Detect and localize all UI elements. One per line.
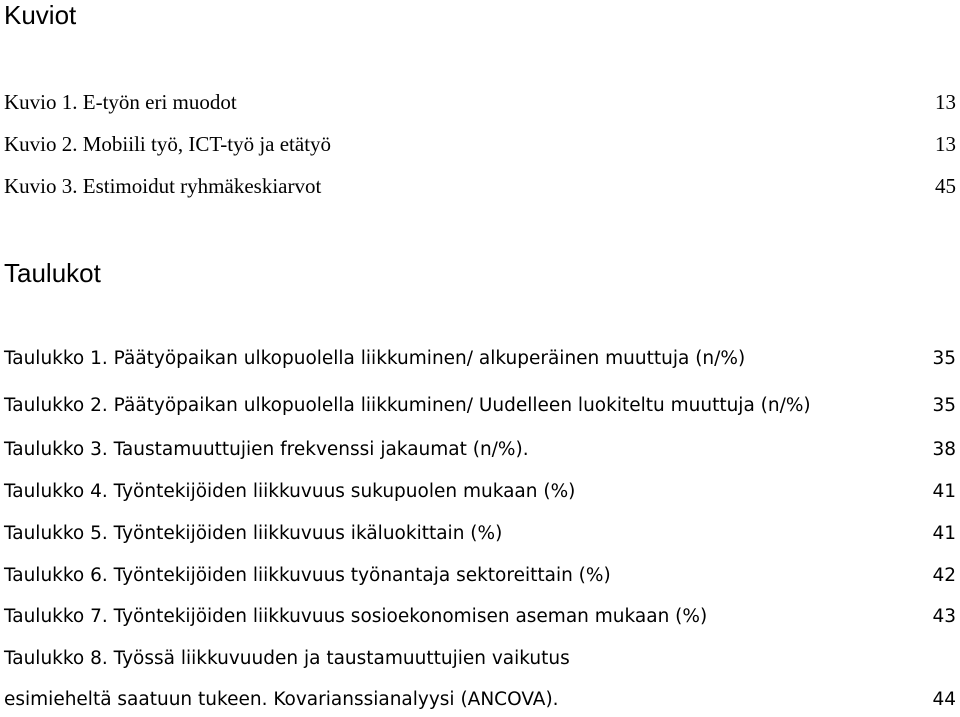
table-entry-6	[4, 562, 956, 590]
figures-heading: Kuviot	[4, 0, 77, 30]
table-entry-page: 44	[932, 689, 956, 710]
figure-entry-page: 13	[935, 90, 956, 114]
figure-entry-page: 45	[935, 174, 956, 198]
table-entry-label: esimieheltä saatuun tukeen. Kovarianssianalyysi (ANCOVA).	[4, 689, 559, 710]
table-entry-page: 41	[932, 523, 956, 544]
table-entry-label: Taulukko 1. Päätyöpaikan ulkopuolella liikkuminen/ alkuperäinen muuttuja (n/%)	[4, 348, 746, 369]
table-entry-label: Taulukko 2. Päätyöpaikan ulkopuolella liikkuminen/ Uudelleen luokiteltu muuttuja (n/%)	[4, 395, 811, 416]
table-entry-label: Taulukko 8. Työssä liikkuvuuden ja taustamuuttujien vaikutus	[4, 648, 570, 669]
table-entry-5	[4, 520, 956, 548]
table-entry-8	[4, 645, 956, 673]
figure-entry-label: Kuvio 2. Mobiili työ, ICT-työ ja etätyö	[4, 132, 332, 156]
table-entry-label: Taulukko 5. Työntekijöiden liikkuvuus ikäluokittain (%)	[4, 523, 503, 544]
table-entry-page: 35	[932, 395, 956, 416]
table-entry-label: Taulukko 4. Työntekijöiden liikkuvuus sukupuolen mukaan (%)	[4, 481, 576, 502]
table-entry-page: 41	[932, 481, 956, 502]
table-entry-page: 38	[932, 439, 956, 460]
figure-entry-3	[4, 172, 956, 200]
table-entry-1	[4, 345, 956, 373]
table-entry-8-continued	[4, 686, 956, 714]
figure-entry-2	[4, 130, 956, 158]
table-entry-3	[4, 436, 956, 464]
table-entry-2	[4, 392, 956, 420]
tables-heading: Taulukot	[4, 258, 101, 288]
figure-entry-page: 13	[935, 132, 956, 156]
table-entry-page: 43	[932, 606, 956, 627]
table-entry-label: Taulukko 7. Työntekijöiden liikkuvuus sosioekonomisen aseman mukaan (%)	[4, 606, 708, 627]
table-entry-label: Taulukko 3. Taustamuuttujien frekvenssi jakaumat (n/%).	[4, 439, 529, 460]
table-entry-label: Taulukko 6. Työntekijöiden liikkuvuus työnantaja sektoreittain (%)	[4, 565, 611, 586]
figure-entry-label: Kuvio 1. E-työn eri muodot	[4, 90, 237, 114]
figure-entry-label: Kuvio 3. Estimoidut ryhmäkeskiarvot	[4, 174, 322, 198]
table-entry-4	[4, 478, 956, 506]
table-entry-page: 42	[932, 565, 956, 586]
table-entry-7	[4, 603, 956, 631]
figure-entry-1	[4, 88, 956, 116]
table-entry-page: 35	[932, 348, 956, 369]
